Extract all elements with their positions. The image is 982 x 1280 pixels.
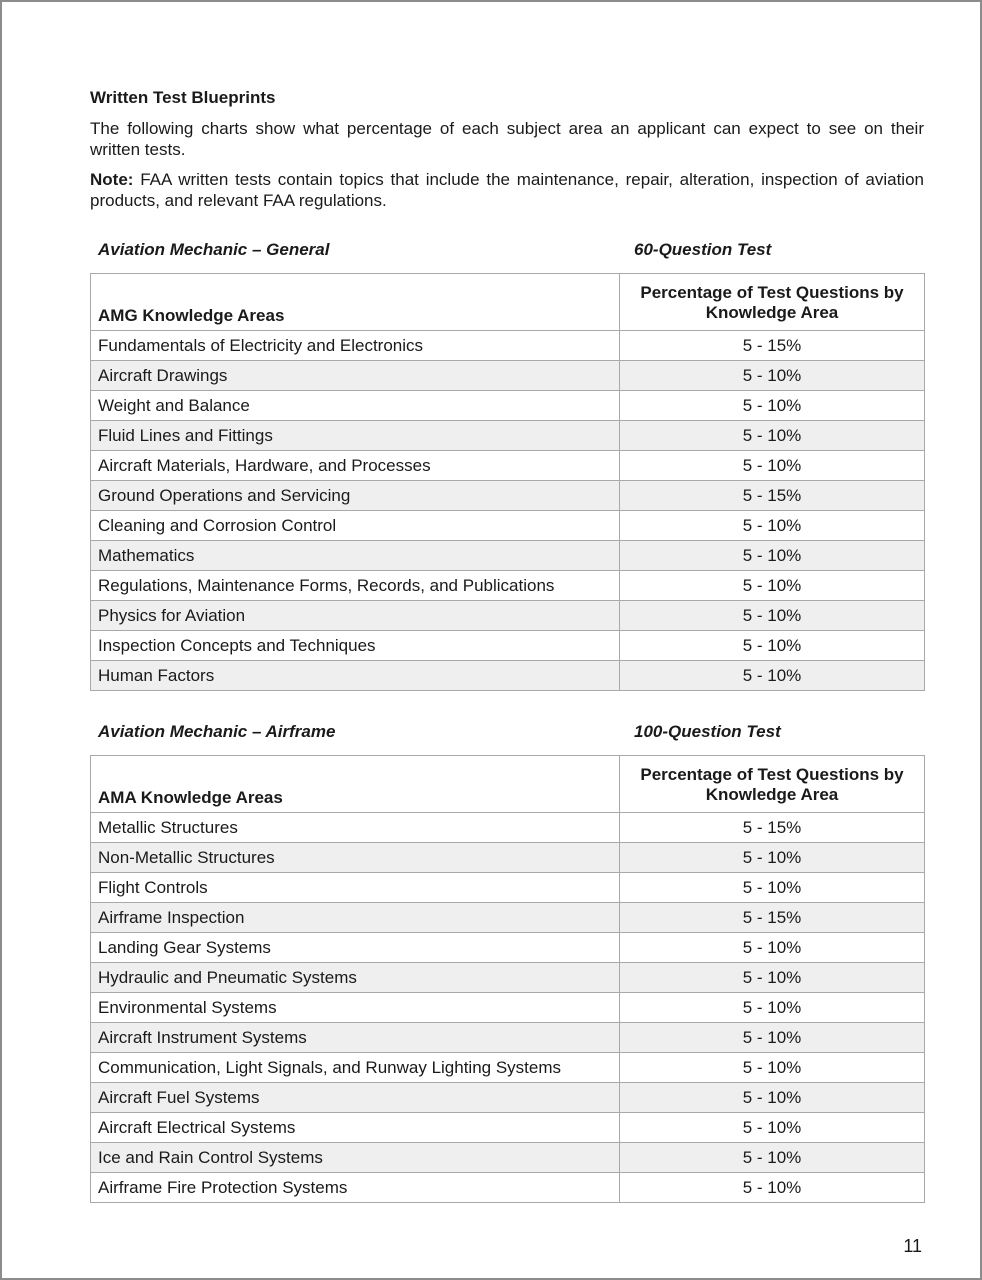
table-row xyxy=(91,571,925,601)
percentage: 5 - 15% xyxy=(620,331,925,361)
knowledge-area: Mathematics xyxy=(91,541,620,571)
percentage: 5 - 10% xyxy=(620,451,925,481)
percentage: 5 - 10% xyxy=(620,361,925,391)
knowledge-area: Metallic Structures xyxy=(91,813,620,843)
percentage: 5 - 10% xyxy=(620,963,925,993)
table-row xyxy=(91,903,925,933)
knowledge-area: Aircraft Materials, Hardware, and Processes xyxy=(91,451,620,481)
header-percentage: Percentage of Test Questions by Knowledge Area xyxy=(620,756,925,813)
note-paragraph xyxy=(90,169,924,211)
ama-blueprint-table xyxy=(90,755,925,1203)
knowledge-area: Environmental Systems xyxy=(91,993,620,1023)
table-row xyxy=(91,993,925,1023)
percentage: 5 - 10% xyxy=(620,571,925,601)
note-label: Note: xyxy=(90,170,134,189)
knowledge-area: Physics for Aviation xyxy=(91,601,620,631)
percentage: 5 - 10% xyxy=(620,933,925,963)
knowledge-area: Fundamentals of Electricity and Electronics xyxy=(91,331,620,361)
table-title: Aviation Mechanic – Airframe xyxy=(98,722,336,741)
table-row xyxy=(91,1143,925,1173)
intro-paragraph: The following charts show what percentage of each subject area an applicant can expect to see on their written tests. xyxy=(90,119,924,159)
note-text: FAA written tests contain topics that include the maintenance, repair, alteration, inspection of aviation products, and relevant FAA regulations. xyxy=(90,170,924,210)
question-count: 100-Question Test xyxy=(634,722,781,741)
knowledge-area: Aircraft Electrical Systems xyxy=(91,1113,620,1143)
header-knowledge-areas: AMA Knowledge Areas xyxy=(91,756,620,813)
table-row xyxy=(91,1053,925,1083)
table-row xyxy=(91,451,925,481)
table-row xyxy=(91,391,925,421)
percentage: 5 - 10% xyxy=(620,1143,925,1173)
table-row xyxy=(91,331,925,361)
table-title: Aviation Mechanic – General xyxy=(98,240,330,259)
percentage: 5 - 10% xyxy=(620,391,925,421)
table-row xyxy=(91,361,925,391)
knowledge-area: Aircraft Instrument Systems xyxy=(91,1023,620,1053)
amg-blueprint-table xyxy=(90,273,925,691)
header-knowledge-areas: AMG Knowledge Areas xyxy=(91,274,620,331)
table-caption-airframe xyxy=(90,721,924,743)
knowledge-area: Landing Gear Systems xyxy=(91,933,620,963)
page-content xyxy=(90,87,924,1203)
knowledge-area: Human Factors xyxy=(91,661,620,691)
table-row xyxy=(91,933,925,963)
knowledge-area: Aircraft Drawings xyxy=(91,361,620,391)
section-heading: Written Test Blueprints xyxy=(90,88,276,107)
knowledge-area: Regulations, Maintenance Forms, Records, and Publications xyxy=(91,571,620,601)
knowledge-area: Inspection Concepts and Techniques xyxy=(91,631,620,661)
table-row xyxy=(91,541,925,571)
table-row xyxy=(91,1113,925,1143)
percentage: 5 - 10% xyxy=(620,1173,925,1203)
knowledge-area: Hydraulic and Pneumatic Systems xyxy=(91,963,620,993)
percentage: 5 - 15% xyxy=(620,813,925,843)
header-percentage: Percentage of Test Questions by Knowledge Area xyxy=(620,274,925,331)
knowledge-area: Flight Controls xyxy=(91,873,620,903)
page-number: 11 xyxy=(903,1236,922,1256)
percentage: 5 - 10% xyxy=(620,661,925,691)
knowledge-area: Aircraft Fuel Systems xyxy=(91,1083,620,1113)
percentage: 5 - 10% xyxy=(620,601,925,631)
knowledge-area: Airframe Fire Protection Systems xyxy=(91,1173,620,1203)
knowledge-area: Weight and Balance xyxy=(91,391,620,421)
table-row xyxy=(91,601,925,631)
table-row xyxy=(91,1173,925,1203)
knowledge-area: Fluid Lines and Fittings xyxy=(91,421,620,451)
table-header-row xyxy=(91,756,925,813)
table-row xyxy=(91,1023,925,1053)
percentage: 5 - 10% xyxy=(620,541,925,571)
table-header-row xyxy=(91,274,925,331)
table-row xyxy=(91,843,925,873)
knowledge-area: Communication, Light Signals, and Runway Lighting Systems xyxy=(91,1053,620,1083)
percentage: 5 - 10% xyxy=(620,843,925,873)
percentage: 5 - 10% xyxy=(620,1023,925,1053)
percentage: 5 - 15% xyxy=(620,903,925,933)
table-row xyxy=(91,963,925,993)
percentage: 5 - 10% xyxy=(620,1083,925,1113)
percentage: 5 - 10% xyxy=(620,511,925,541)
knowledge-area: Ground Operations and Servicing xyxy=(91,481,620,511)
table-row xyxy=(91,481,925,511)
knowledge-area: Cleaning and Corrosion Control xyxy=(91,511,620,541)
question-count: 60-Question Test xyxy=(634,240,772,259)
percentage: 5 - 10% xyxy=(620,873,925,903)
table-row xyxy=(91,873,925,903)
percentage: 5 - 10% xyxy=(620,1113,925,1143)
percentage: 5 - 10% xyxy=(620,421,925,451)
table-row xyxy=(91,813,925,843)
table-row xyxy=(91,631,925,661)
knowledge-area: Airframe Inspection xyxy=(91,903,620,933)
table-caption-general xyxy=(90,239,924,261)
table-row xyxy=(91,661,925,691)
table-row xyxy=(91,1083,925,1113)
table-row xyxy=(91,511,925,541)
percentage: 5 - 10% xyxy=(620,631,925,661)
knowledge-area: Ice and Rain Control Systems xyxy=(91,1143,620,1173)
percentage: 5 - 10% xyxy=(620,993,925,1023)
percentage: 5 - 15% xyxy=(620,481,925,511)
knowledge-area: Non-Metallic Structures xyxy=(91,843,620,873)
percentage: 5 - 10% xyxy=(620,1053,925,1083)
table-row xyxy=(91,421,925,451)
